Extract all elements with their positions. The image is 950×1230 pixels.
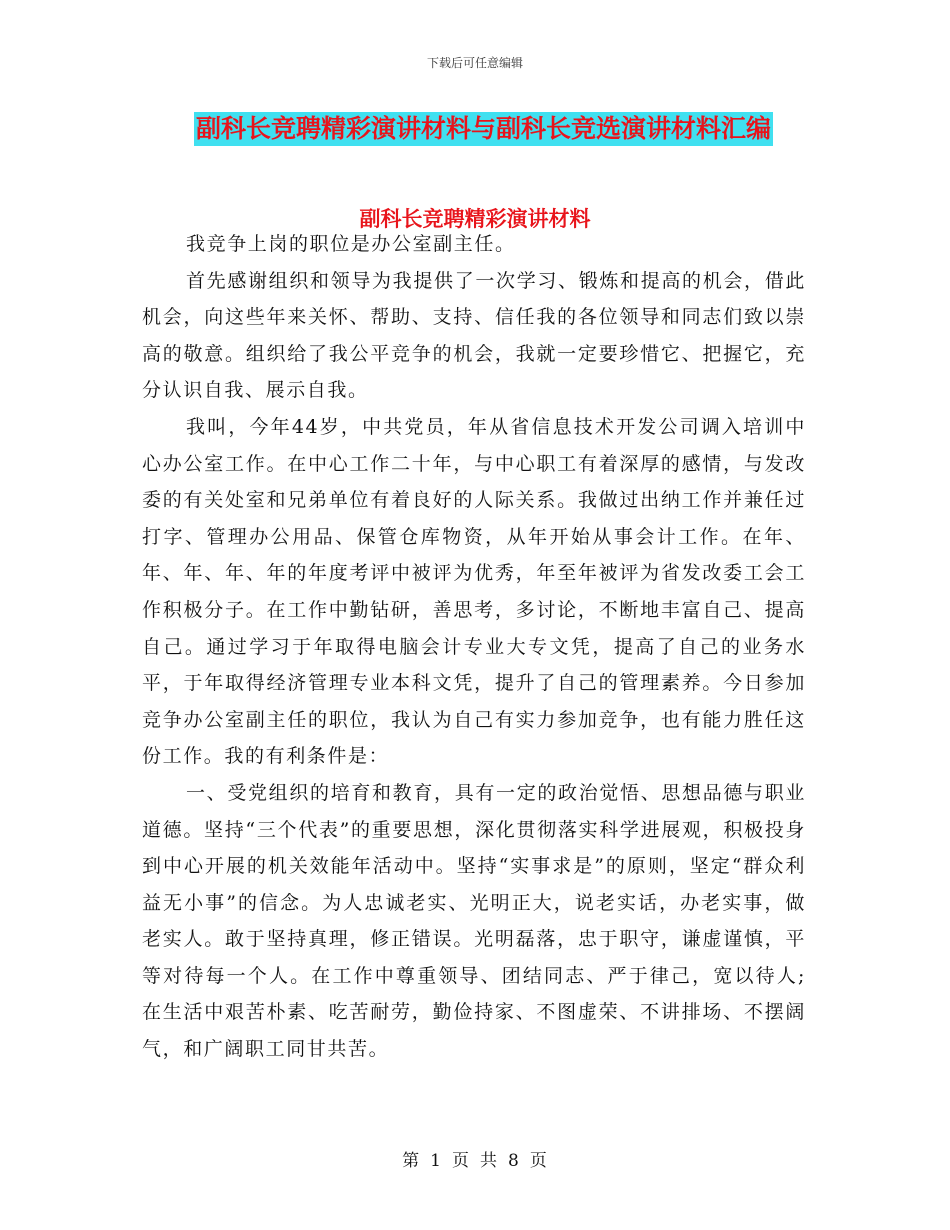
paragraph-2: 首先感谢组织和领导为我提供了一次学习、锻炼和提高的机会，借此机会，向这些年来关怀、帮助、支持、信任我的各位领导和同志们致以崇高的敬意。组织给了我公平竞争的机会，我就一定要珍惜它、把握它，充分认识自我、展示自我。 <box>142 269 806 402</box>
footer-label-ye: 页 <box>452 1151 470 1171</box>
paragraph-3: 我叫，今年44岁，中共党员，年从省信息技术开发公司调入培训中心办公室工作。在中心工作二十年，与中心职工有着深厚的感情，与发改委的有关处室和兄弟单位有着良好的人际关系。我做过出纳工作并兼任过打字、管理办公用品、保管仓库物资，从年开始从事会计工作。在年、年、年、年、年的年度考评中被评为优秀，年至年被评为省发改委工会工作积极分子。在工作中勤钻研，善思考，多讨论，不断地丰富自己、提高自己。通过学习于年取得电脑会计专业大专文凭，提高了自己的业务水平，于年取得经济管理专业本科文凭，提升了自己的管理素养。今日参加竞争办公室副主任的职位，我认为自己有实力参加竞争，也有能力胜任这份工作。我的有利条件是： <box>142 415 806 768</box>
page-footer <box>0 1146 950 1171</box>
footer-total-pages: 8 <box>508 1151 520 1171</box>
main-title-wrap <box>194 112 773 146</box>
footer-label-total: 共 <box>480 1151 498 1171</box>
sub-title: 副科长竞聘精彩演讲材料 <box>359 207 591 231</box>
paragraph-1: 我竞争上岗的职位是办公室副主任。 <box>186 233 516 255</box>
paragraph-4: 一、受党组织的培育和教育，具有一定的政治觉悟、思想品德与职业道德。坚持“三个代表”的重要思想，深化贯彻落实科学进展观，积极投身到中心开展的机关效能年活动中。坚持“实事求是”的原则，坚定“群众利益无小事”的信念。为人忠诚老实、光明正大，说老实话，办老实事，做老实人。敢于坚持真理，修正错误。光明磊落，忠于职守，谦虚谨慎，平等对待每一个人。在工作中尊重领导、团结同志、严于律己，宽以待人;在生活中艰苦朴素、吃苦耐劳，勤俭持家、不图虚荣、不讲排场、不摆阔气，和广阔职工同甘共苦。 <box>142 781 806 1061</box>
footer-label-ye-2: 页 <box>529 1151 548 1171</box>
main-title: 副科长竞聘精彩演讲材料与副科长竞选演讲材料汇编 <box>194 112 773 146</box>
header-note: 下载后可任意编辑 <box>426 56 523 70</box>
body-text <box>142 226 806 1068</box>
footer-label-page: 第 <box>402 1151 421 1171</box>
footer-current-page: 1 <box>430 1151 442 1171</box>
